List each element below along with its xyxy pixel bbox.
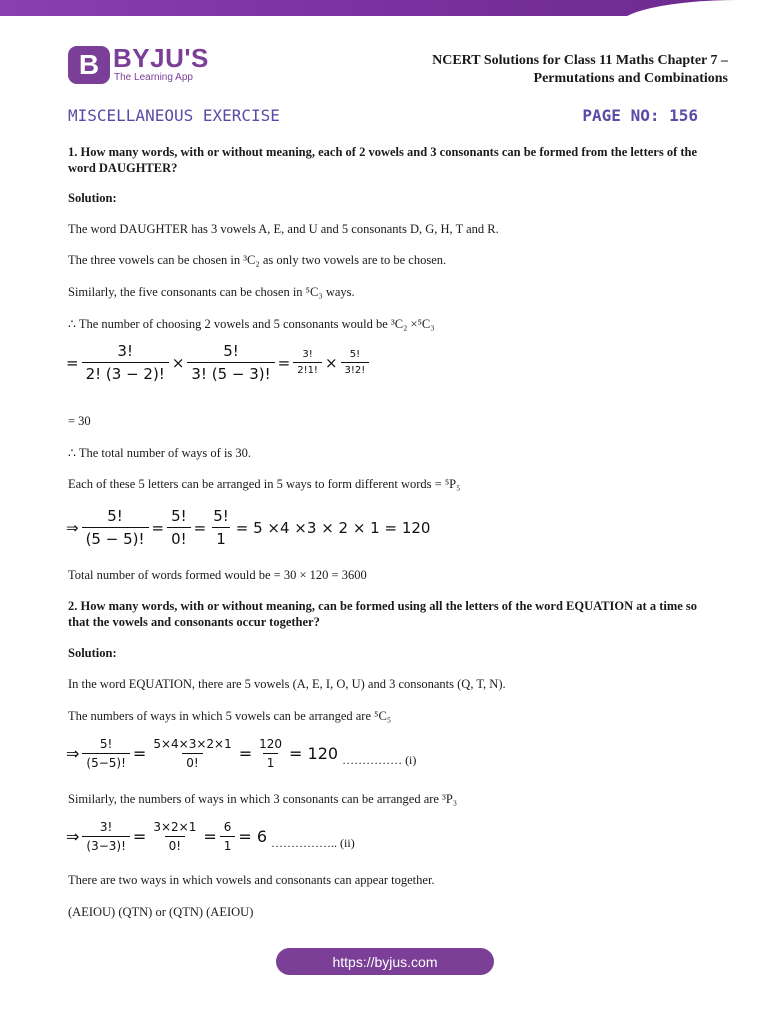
equation-result: = 120 bbox=[289, 744, 339, 763]
equation-tag: …………….. (ii) bbox=[271, 836, 355, 850]
fraction: $\frac{5!}{1}$ bbox=[213, 507, 229, 548]
q2-text-3: Similarly, the numbers of ways in which 3 consonants can be arranged are ³P₃ bbox=[68, 792, 458, 806]
q1-equation-2: ⇒ $\frac{5!}{(5 - 5)!}$ = $\frac{5!}{0!}$ = $\frac{5!}{1}$ = 5 ×4 ×3 × 2 × 1 = 120 bbox=[66, 507, 431, 548]
q1-text-5: ∴ The total number of ways of is 30. bbox=[68, 446, 252, 460]
q1-equation-1: = $\frac{3!}{2! (3 - 2)!}$ × $\frac{5!}{3! (5 - 3)!}$ = $\frac{3!}{2!1!}$ × $\frac{5!}{3!2!}$ bbox=[66, 342, 372, 383]
fraction: $\frac{5\times 4\times 3\times 2\times 1}{0!}$ bbox=[153, 737, 232, 770]
section-title: MISCELLANEOUS EXERCISE bbox=[68, 106, 280, 125]
fraction: $\frac{5!}{0!}$ bbox=[167, 507, 191, 548]
q2-text-1: In the word EQUATION, there are 5 vowels (A, E, I, O, U) and 3 consonants (Q, T, N). bbox=[68, 677, 506, 691]
page-number: PAGE NO: 156 bbox=[582, 106, 698, 125]
q1-solution-label: Solution: bbox=[68, 191, 117, 205]
fraction: $\frac{5!}{(5-5)!}$ bbox=[82, 737, 130, 770]
q2-text-5: (AEIOU) (QTN) or (QTN) (AEIOU) bbox=[68, 905, 254, 919]
q1-text-3: Similarly, the five consonants can be chosen in ⁵C₃ ways. bbox=[68, 285, 355, 299]
brand-tagline: The Learning App bbox=[114, 72, 193, 83]
byjus-logo bbox=[68, 46, 110, 84]
fraction: $\frac{3\times 2\times 1}{0!}$ bbox=[153, 820, 197, 853]
footer-url-link[interactable] bbox=[276, 948, 494, 975]
brand-name: BYJU'S bbox=[113, 43, 209, 73]
q2-equation-1: ⇒ $\frac{5!}{(5-5)!}$ = $\frac{5\times 4\times 3\times 2\times 1}{0!}$ = $\frac{120}{1}$ = 120 …………… (i) bbox=[66, 737, 417, 770]
q1-text-2: The three vowels can be chosen in ³C₂ as only two vowels are to be chosen. bbox=[68, 253, 447, 267]
top-banner bbox=[0, 0, 768, 16]
question-1: 1. How many words, with or without meaning, each of 2 vowels and 3 consonants can be formed from the letters of the word DAUGHTER? bbox=[68, 145, 698, 175]
q1-text-6: Each of these 5 letters can be arranged in 5 ways to form different words = ⁵P₅ bbox=[68, 477, 461, 491]
fraction: $\frac{5!}{(5 - 5)!}$ bbox=[82, 507, 149, 548]
q2-solution-label: Solution: bbox=[68, 646, 117, 660]
header-title-line-2: Permutations and Combinations bbox=[533, 71, 728, 86]
q1-text-7: Total number of words formed would be = 30 × 120 = 3600 bbox=[68, 568, 367, 582]
fraction: $\frac{6}{1}$ bbox=[220, 820, 236, 853]
q2-text-4: There are two ways in which vowels and consonants can appear together. bbox=[68, 873, 435, 887]
fraction: $\frac{3!}{2! (3 - 2)!}$ bbox=[82, 342, 169, 383]
q1-text-4: ∴ The number of choosing 2 vowels and 5 consonants would be ³C₂ ×⁵C₃ bbox=[68, 317, 435, 331]
logo-letter: B bbox=[78, 49, 100, 80]
q1-result: = 30 bbox=[68, 414, 91, 428]
fraction: $\frac{3!}{(3-3)!}$ bbox=[82, 820, 130, 853]
equation-result: = 6 bbox=[238, 827, 268, 846]
q2-equation-2: ⇒ $\frac{3!}{(3-3)!}$ = $\frac{3\times 2\times 1}{0!}$ = $\frac{6}{1}$ = 6 …………….. (ii) bbox=[66, 820, 355, 853]
footer-url[interactable]: https://byjus.com bbox=[332, 953, 438, 970]
equation-tail: = 5 ×4 ×3 × 2 × 1 = 120 bbox=[235, 518, 431, 537]
header-title-line-1: NCERT Solutions for Class 11 Maths Chapter 7 – bbox=[432, 53, 728, 68]
fraction: $\frac{5!}{3! (5 - 3)!}$ bbox=[187, 342, 274, 383]
equation-tag: …………… (i) bbox=[342, 753, 417, 767]
question-2: 2. How many words, with or without meaning, can be formed using all the letters of the word EQUATION at a time so that the vowels and consonants occur together? bbox=[68, 599, 698, 629]
q1-text-1: The word DAUGHTER has 3 vowels A, E, and U and 5 consonants D, G, H, T and R. bbox=[68, 222, 499, 236]
q2-text-2: The numbers of ways in which 5 vowels can be arranged are ⁵C₅ bbox=[68, 709, 392, 723]
fraction: $\frac{120}{1}$ bbox=[259, 737, 283, 770]
fraction: $\frac{5!}{3!2!}$ bbox=[341, 349, 370, 376]
document-header-title bbox=[432, 52, 728, 88]
fraction: $\frac{3!}{2!1!}$ bbox=[293, 349, 322, 376]
